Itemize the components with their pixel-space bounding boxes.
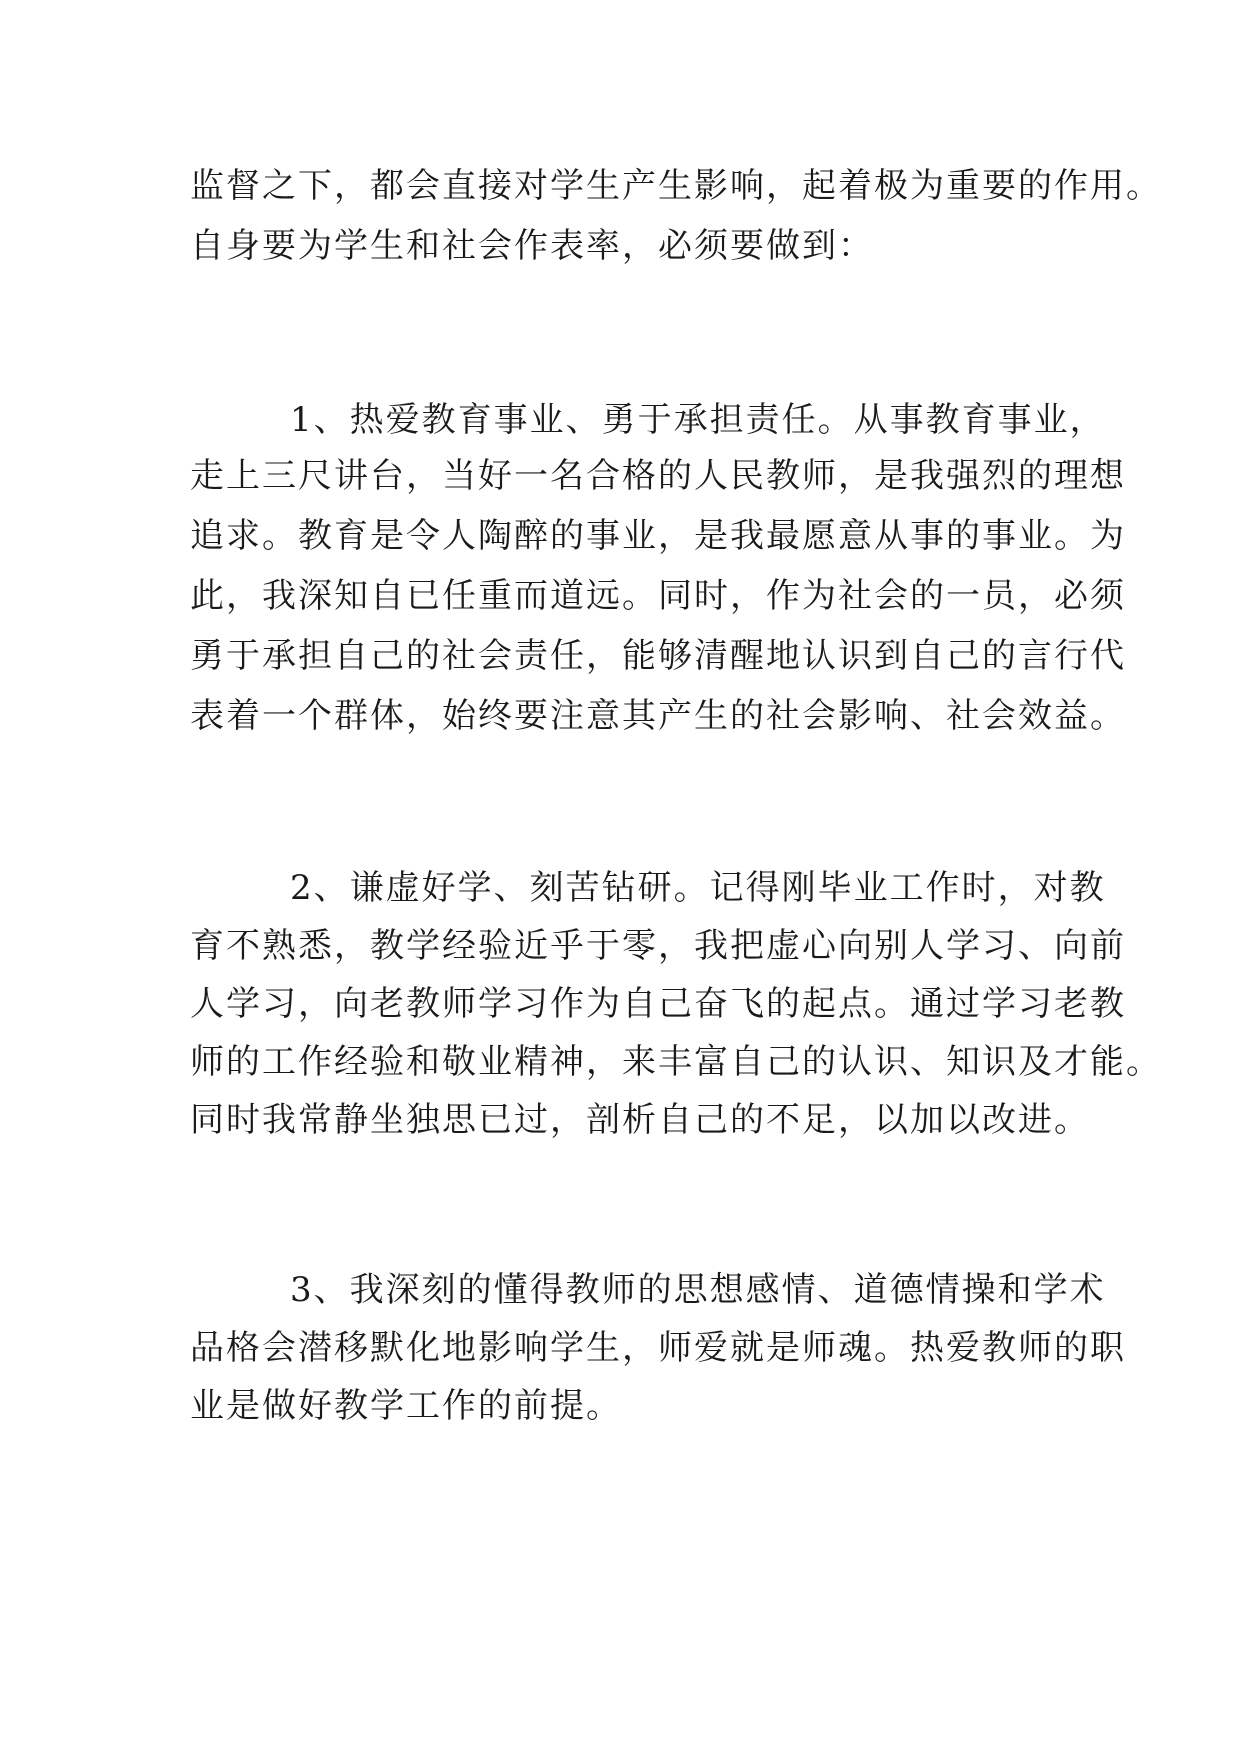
text-line: 走上三尺讲台，当好一名合格的人民教师，是我强烈的理想 — [190, 456, 1126, 496]
text-line: 勇于承担自己的社会责任，能够清醒地认识到自己的言行代 — [190, 636, 1126, 676]
text-line: 自身要为学生和社会作表率，必须要做到： — [190, 226, 874, 266]
paragraph-first-line: 3、我深刻的懂得教师的思想感情、道德情操和学术 — [290, 1270, 1106, 1310]
paragraph-first-line: 1、热爱教育事业、勇于承担责任。从事教育事业， — [290, 400, 1106, 440]
text-line: 表着一个群体，始终要注意其产生的社会影响、社会效益。 — [190, 696, 1126, 736]
paragraph-first-line: 2、谦虚好学、刻苦钻研。记得刚毕业工作时，对教 — [290, 868, 1106, 908]
text-line: 育不熟悉，教学经验近乎于零，我把虚心向别人学习、向前 — [190, 926, 1126, 966]
text-line: 同时我常静坐独思已过，剖析自己的不足，以加以改进。 — [190, 1100, 1090, 1140]
text-line: 此，我深知自已任重而道远。同时，作为社会的一员，必须 — [190, 576, 1126, 616]
text-line: 追求。教育是令人陶醉的事业，是我最愿意从事的事业。为 — [190, 516, 1126, 556]
text-line: 师的工作经验和敬业精神，来丰富自己的认识、知识及才能。 — [190, 1042, 1162, 1082]
text-line: 监督之下，都会直接对学生产生影响，起着极为重要的作用。 — [190, 166, 1162, 206]
text-line: 品格会潜移默化地影响学生，师爱就是师魂。热爱教师的职 — [190, 1328, 1126, 1368]
text-line: 人学习，向老教师学习作为自己奋飞的起点。通过学习老教 — [190, 984, 1126, 1024]
text-line: 业是做好教学工作的前提。 — [190, 1386, 622, 1426]
